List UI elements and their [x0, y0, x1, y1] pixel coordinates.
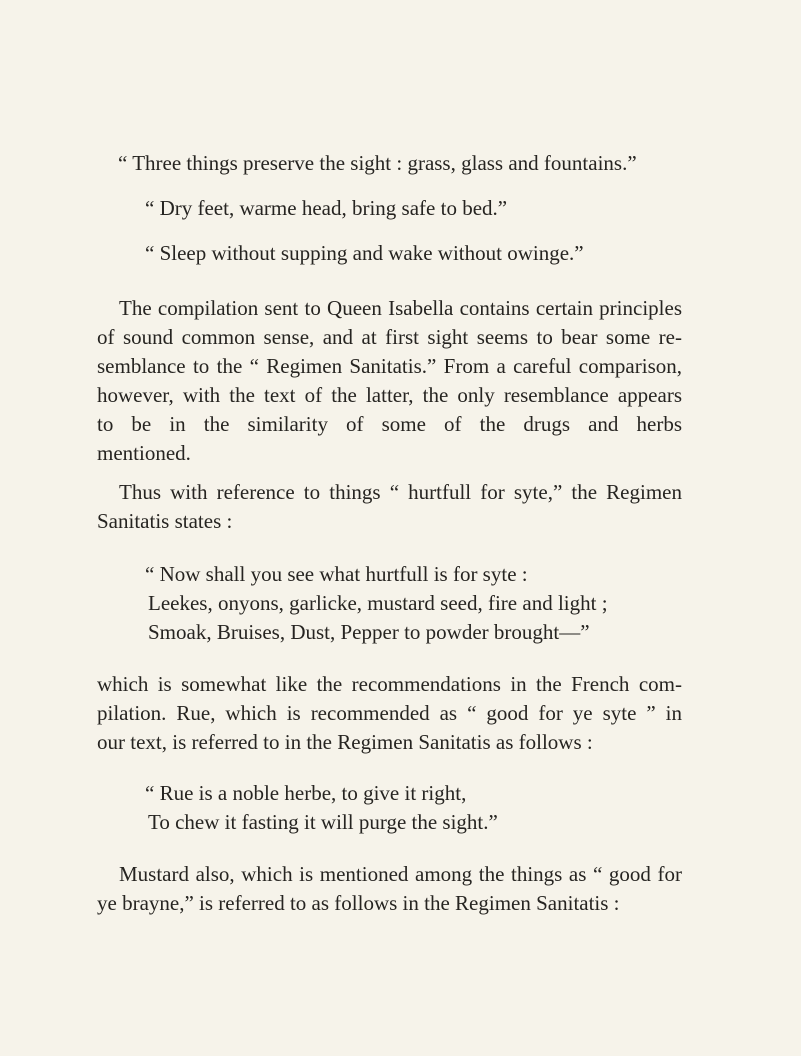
paragraph-line: ye brayne,” is referred to as follows in the Regimen Sanitatis :: [97, 891, 620, 915]
epigraph-line: “ Sleep without supping and wake without owinge.”: [145, 241, 584, 265]
paragraph-line: pilation. Rue, which is recommended as “ good for ye syte ” in: [97, 701, 682, 725]
paragraph-line: of sound common sense, and at first sight seems to bear some re-: [97, 325, 682, 349]
epigraph-line: “ Three things preserve the sight : grass, glass and fountains.”: [118, 151, 637, 175]
paragraph-line: Thus with reference to things “ hurtfull for syte,” the Regimen: [119, 480, 682, 504]
paragraph-line: semblance to the “ Regimen Sanitatis.” From a careful comparison,: [97, 354, 682, 378]
paragraph-line: however, with the text of the latter, the only resemblance appears: [97, 383, 682, 407]
verse-line: Leekes, onyons, garlicke, mustard seed, fire and light ;: [148, 591, 608, 615]
verse-line: “ Rue is a noble herbe, to give it right,: [145, 781, 467, 805]
verse-line: To chew it fasting it will purge the sight.”: [148, 810, 498, 834]
paragraph-line: mentioned.: [97, 441, 191, 465]
paragraph-line: to be in the similarity of some of the drugs and herbs: [97, 412, 682, 436]
epigraph-line: “ Dry feet, warme head, bring safe to bed.”: [145, 196, 508, 220]
paragraph-line: our text, is referred to in the Regimen Sanitatis as follows :: [97, 730, 593, 754]
verse-line: Smoak, Bruises, Dust, Pepper to powder brought—”: [148, 620, 590, 644]
paragraph-line: Mustard also, which is mentioned among the things as “ good for: [119, 862, 682, 886]
paragraph-line: Sanitatis states :: [97, 509, 233, 533]
paragraph-line: which is somewhat like the recommendations in the French com-: [97, 672, 682, 696]
verse-line: “ Now shall you see what hurtfull is for syte :: [145, 562, 528, 586]
paragraph-line: The compilation sent to Queen Isabella contains certain principles: [119, 296, 682, 320]
